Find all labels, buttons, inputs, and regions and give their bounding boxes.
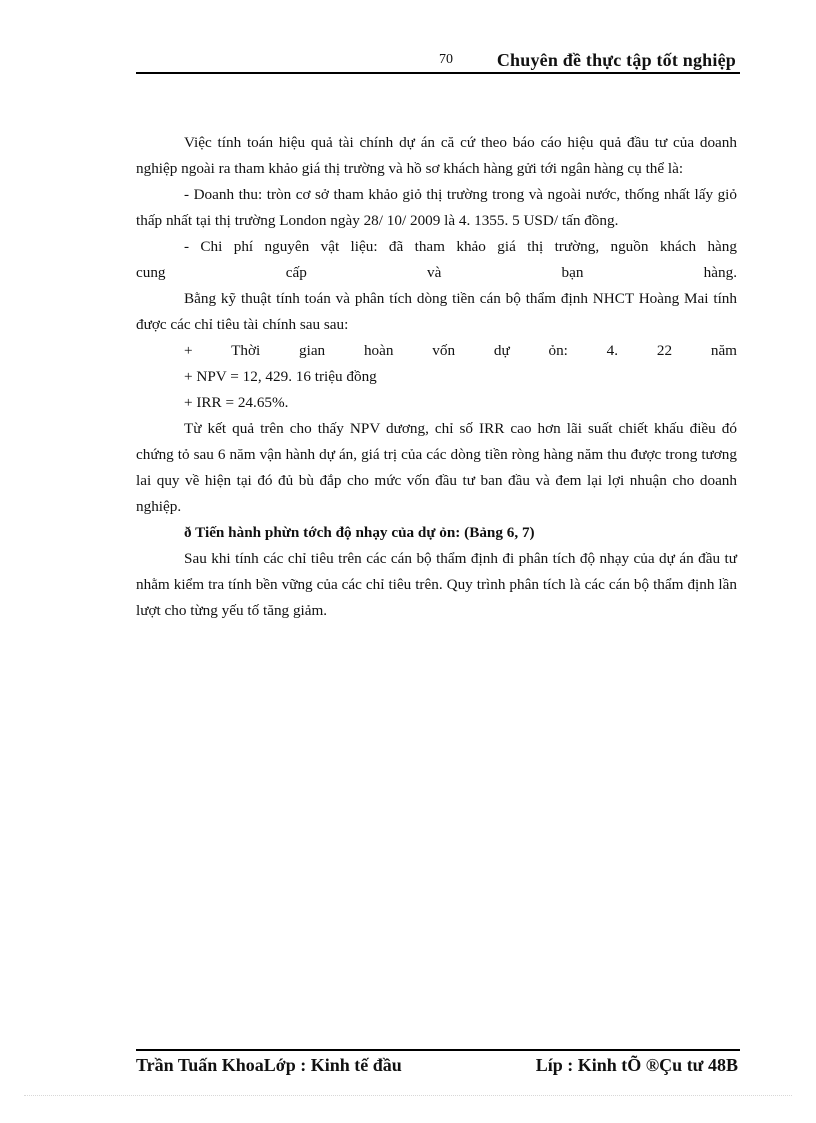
item-irr: + IRR = 24.65%. [184,394,289,411]
footer-divider [136,1049,740,1051]
header-divider [136,72,740,74]
page-number: 70 [439,52,453,67]
paragraph-cashflow-analysis: Bằng kỹ thuật tính toán và phân tích dòng tiền cán bộ thẩm định NHCT Hoàng Mai tính được các chỉ tiêu tài chính sau sau: [136,290,737,333]
paragraph-material-cost-line2: cung cấp và bạn hàng. [136,264,737,281]
header-title: Chuyên đề thực tập tốt nghiệp [496,50,736,70]
document-body [136,130,737,624]
paragraph-financial-basis: Việc tính toán hiệu quả tài chính dự án că cứ theo báo cáo hiệu quả đầu tư của doanh nghiệp ngoài ra tham khảo giá thị trường và hồ sơ khách hàng gửi tới ngân hàng cụ thể là: [136,134,737,177]
item-npv: + NPV = 12, 429. 16 triệu đồng [184,368,377,385]
paragraph-sensitivity: Sau khi tính các chỉ tiêu trên các cán bộ thẩm định đi phân tích độ nhạy của dự án đầu tư nhằm kiểm tra tính bền vững của các chỉ tiêu trên. Quy trình phân tích là các cán bộ thẩm định lần lượt cho từng yếu tố tăng giảm. [136,550,737,619]
paragraph-conclusion: Từ kết quả trên cho thấy NPV dương, chỉ số IRR cao hơn lãi suất chiết khấu điều đó chứng tỏ sau 6 năm vận hành dự án, giá trị của các dòng tiền ròng hàng năm thu được trong tương lai quy về hiện tại đó đủ bù đắp cho mức vốn đầu tư ban đầu và đem lại lợi nhuận cho doanh nghiệp. [136,420,737,515]
paragraph-revenue: - Doanh thu: tròn cơ sở tham khảo giỏ thị trường trong và ngoài nước, thống nhất lấy giỏ thấp nhất tại thị trường London ngày 28/ 10/ 2009 là 4. 1355. 5 USD/ tấn đồng. [136,186,737,229]
page-edge-divider [24,1095,792,1096]
paragraph-material-cost-line1: - Chi phí nguyên vật liệu: đã tham khảo giá thị trường, nguồn khách hàng [184,238,737,255]
section-heading-sensitivity: ð Tiến hành phừn tớch độ nhạy của dự ỏn: (Bảng 6, 7) [184,524,535,541]
item-payback-period: + Thời gian hoàn vốn dự ỏn: 4. 22 năm [184,342,737,359]
footer-class: Líp : Kinh tÕ ®Çu tư 48B [535,1055,738,1075]
footer-author: Trần Tuấn KhoaLớp : Kinh tế đầu [136,1055,402,1075]
